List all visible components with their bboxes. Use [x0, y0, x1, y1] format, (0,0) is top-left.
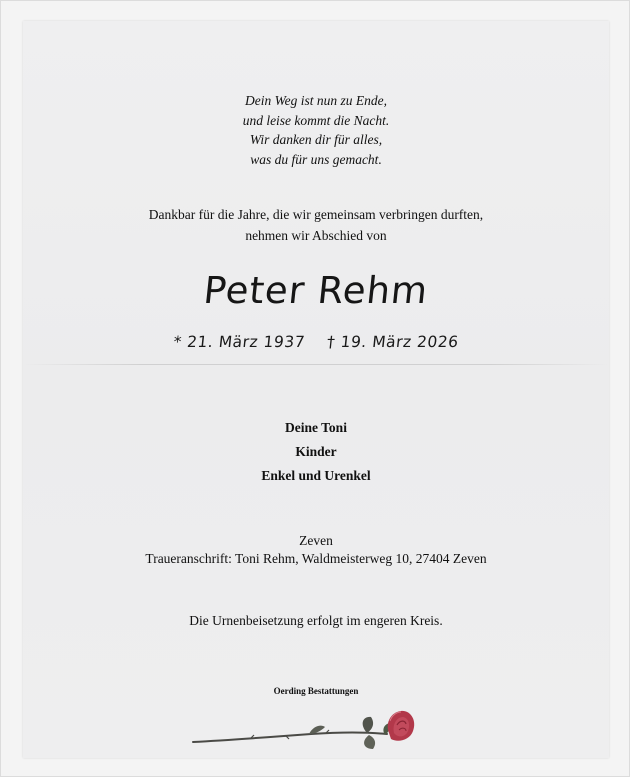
- death-date: † 19. März 2026: [326, 333, 460, 351]
- life-dates: [22, 333, 610, 351]
- address-block: [23, 532, 609, 568]
- mourner: Kinder: [295, 444, 337, 459]
- intro-line-1: Dankbar für die Jahre, die wir gemeinsam verbringen durften,: [148, 207, 484, 222]
- intro-text: [23, 204, 609, 246]
- poem-line: was du für uns gemacht.: [250, 151, 382, 167]
- mourners-list: [23, 416, 609, 488]
- fold-line: [23, 364, 609, 365]
- poem: [23, 91, 609, 169]
- poem-line: Dein Weg ist nun zu Ende,: [245, 93, 387, 108]
- undertaker-name: Oerding Bestattungen: [273, 686, 359, 696]
- rose-icon: [191, 709, 417, 759]
- obituary-card: [23, 21, 609, 758]
- burial-note: Die Urnenbeisetzung erfolgt im engeren Kreis.: [189, 613, 443, 628]
- poem-line: Wir danken dir für alles,: [249, 132, 383, 147]
- birth-date: * 21. März 1937: [172, 333, 306, 351]
- mourner: Enkel und Urenkel: [261, 468, 371, 483]
- mourner: Deine Toni: [285, 420, 347, 435]
- intro-line-2: nehmen wir Abschied von: [245, 228, 387, 243]
- deceased-name: Peter Rehm: [201, 269, 431, 312]
- poem-line: und leise kommt die Nacht.: [242, 112, 390, 128]
- mourning-address: Traueranschrift: Toni Rehm, Waldmeisterweg 10, 27404 Zeven: [145, 551, 487, 566]
- town: Zeven: [299, 533, 333, 548]
